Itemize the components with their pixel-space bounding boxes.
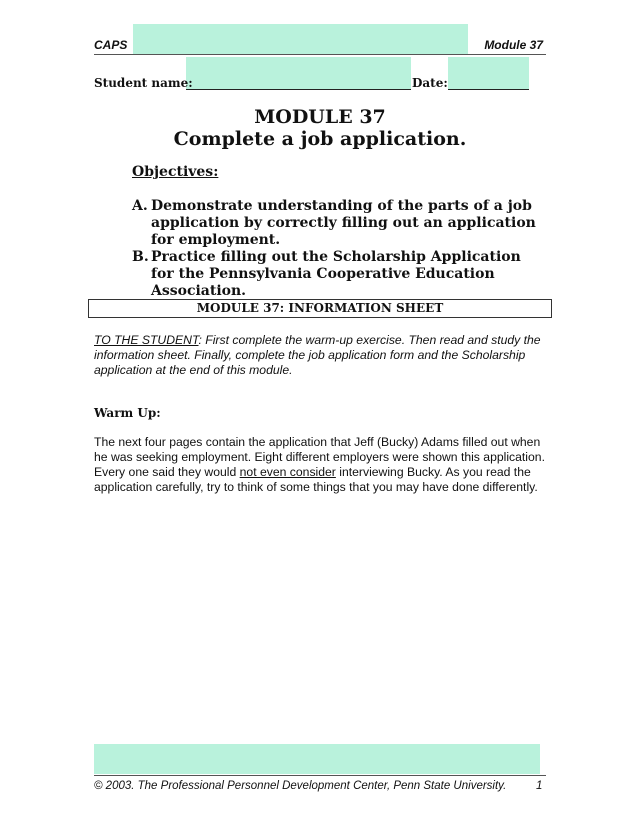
module-subtitle: Complete a job application.	[173, 128, 467, 150]
objective-letter: A.	[132, 198, 148, 214]
to-student-text: : First complete the warm-up exercise. Then read and study the information sheet. Finally, complete the job application form and the Scholarship application at the end of this module.	[94, 333, 541, 377]
footer-page-number: 1	[536, 780, 543, 792]
footer-rule	[94, 775, 546, 776]
objectives-list	[132, 198, 542, 300]
warmup-underlined-text: not even consider	[239, 465, 336, 479]
header-module-number: Module 37	[484, 38, 543, 52]
date-label: Date:	[412, 76, 448, 90]
objective-letter: B.	[132, 249, 149, 265]
information-sheet-title: MODULE 37: INFORMATION SHEET	[88, 299, 552, 318]
student-name-blank	[186, 75, 411, 90]
objective-text: Demonstrate understanding of the parts of a job application by correctly filling out an application for employment.	[151, 198, 536, 248]
date-blank	[448, 75, 529, 90]
header-rule	[94, 54, 546, 55]
student-name-label: Student name:	[94, 76, 193, 90]
warmup-heading: Warm Up:	[94, 406, 161, 420]
objective-item	[132, 249, 542, 300]
module-title: MODULE 37	[254, 106, 386, 128]
footer-copyright: © 2003. The Professional Personnel Development Center, Penn State University.	[94, 780, 507, 792]
to-student-paragraph	[94, 333, 542, 378]
objective-text: Practice filling out the Scholarship Application for the Pennsylvania Cooperative Education Association.	[151, 249, 521, 299]
objectives-heading: Objectives:	[132, 164, 219, 180]
header-field-highlight[interactable]	[133, 24, 468, 54]
to-student-label: TO THE STUDENT	[94, 333, 199, 347]
objective-item	[132, 198, 542, 249]
header-left-text: CAPS	[94, 38, 128, 52]
warmup-paragraph	[94, 435, 550, 495]
warmup-text-after: interviewing Bucky. As you read the application carefully, try to think of some things that you may have done differently.	[94, 465, 538, 494]
footer-field-highlight[interactable]	[94, 744, 540, 774]
warmup-text-before: The next four pages contain the application that Jeff (Bucky) Adams filled out when he was seeking employment. Eight different employers were shown this application. Every one said they would	[94, 435, 545, 479]
